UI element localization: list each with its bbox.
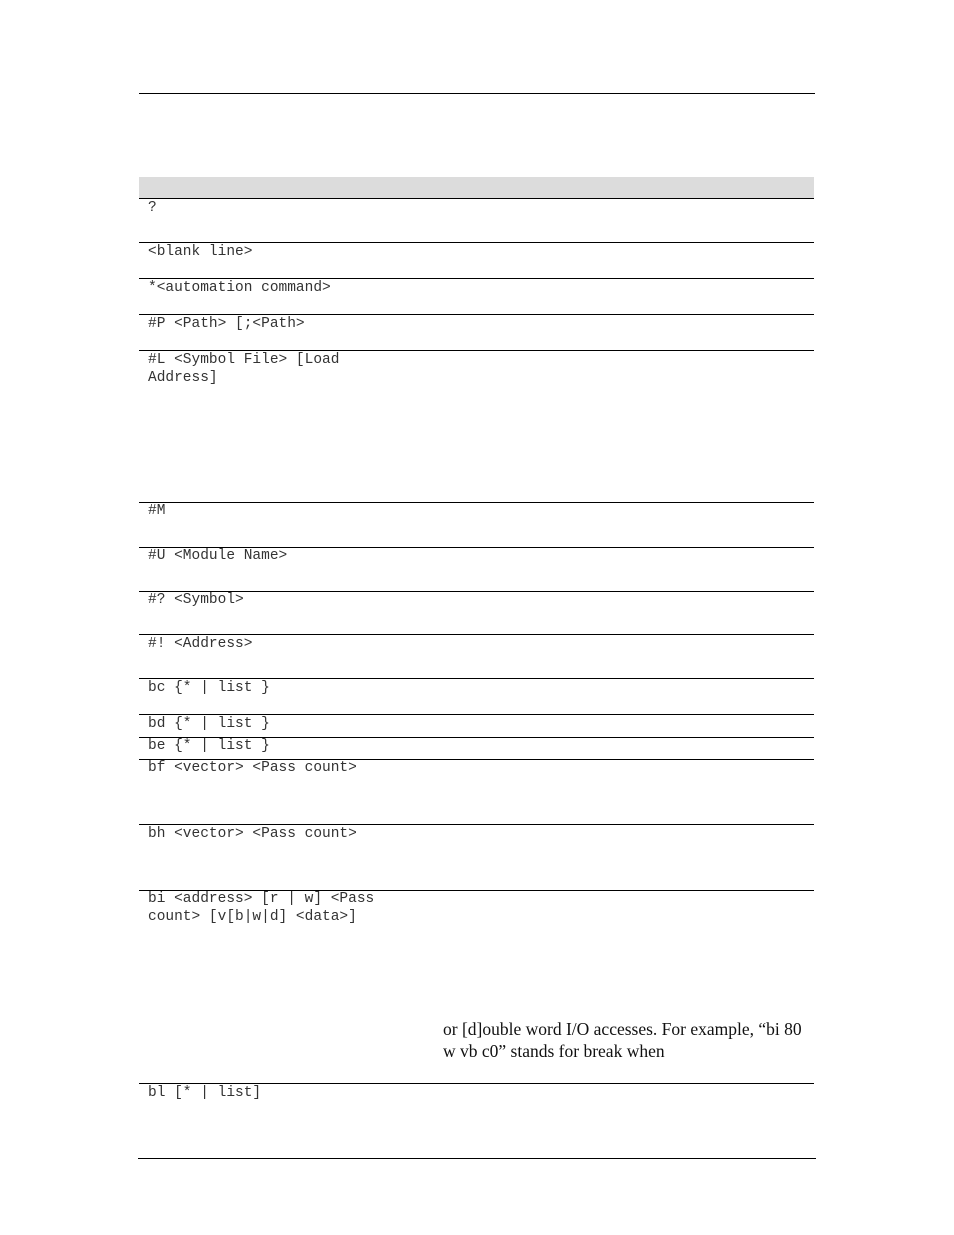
table-header	[139, 177, 814, 199]
table-row-command: bi <address> [r | w] <Pass count> [v[b|w|d] <data>]	[148, 891, 383, 925]
table-row-command: be {* | list }	[148, 738, 270, 754]
table-row-command: bl [* | list]	[148, 1085, 262, 1101]
table-row-command: bf <vector> <Pass count>	[148, 760, 357, 776]
table-row-command: bc {* | list }	[148, 680, 270, 696]
table-row-command: ?	[148, 200, 157, 216]
table-row-command: #M	[148, 503, 166, 519]
table-row-command: bd {* | list }	[148, 716, 270, 732]
page-bottom-rule	[138, 1158, 816, 1159]
table-row-command: #? <Symbol>	[148, 592, 244, 608]
table-row-command: #U <Module Name>	[148, 548, 288, 564]
table-row-command: <blank line>	[148, 244, 253, 260]
table-row-command: #! <Address>	[148, 636, 253, 652]
table-row-command: *<automation command>	[148, 280, 331, 296]
table-row-command: bh <vector> <Pass count>	[148, 826, 357, 842]
table-row-command: #L <Symbol File> [Load Address]	[148, 352, 349, 386]
table-row-description: or [d]ouble word I/O accesses. For example, “bi 80 w vb c0” stands for break when	[443, 1019, 802, 1061]
table-row-command: #P <Path> [;<Path>	[148, 316, 305, 332]
page-top-rule	[139, 93, 815, 94]
